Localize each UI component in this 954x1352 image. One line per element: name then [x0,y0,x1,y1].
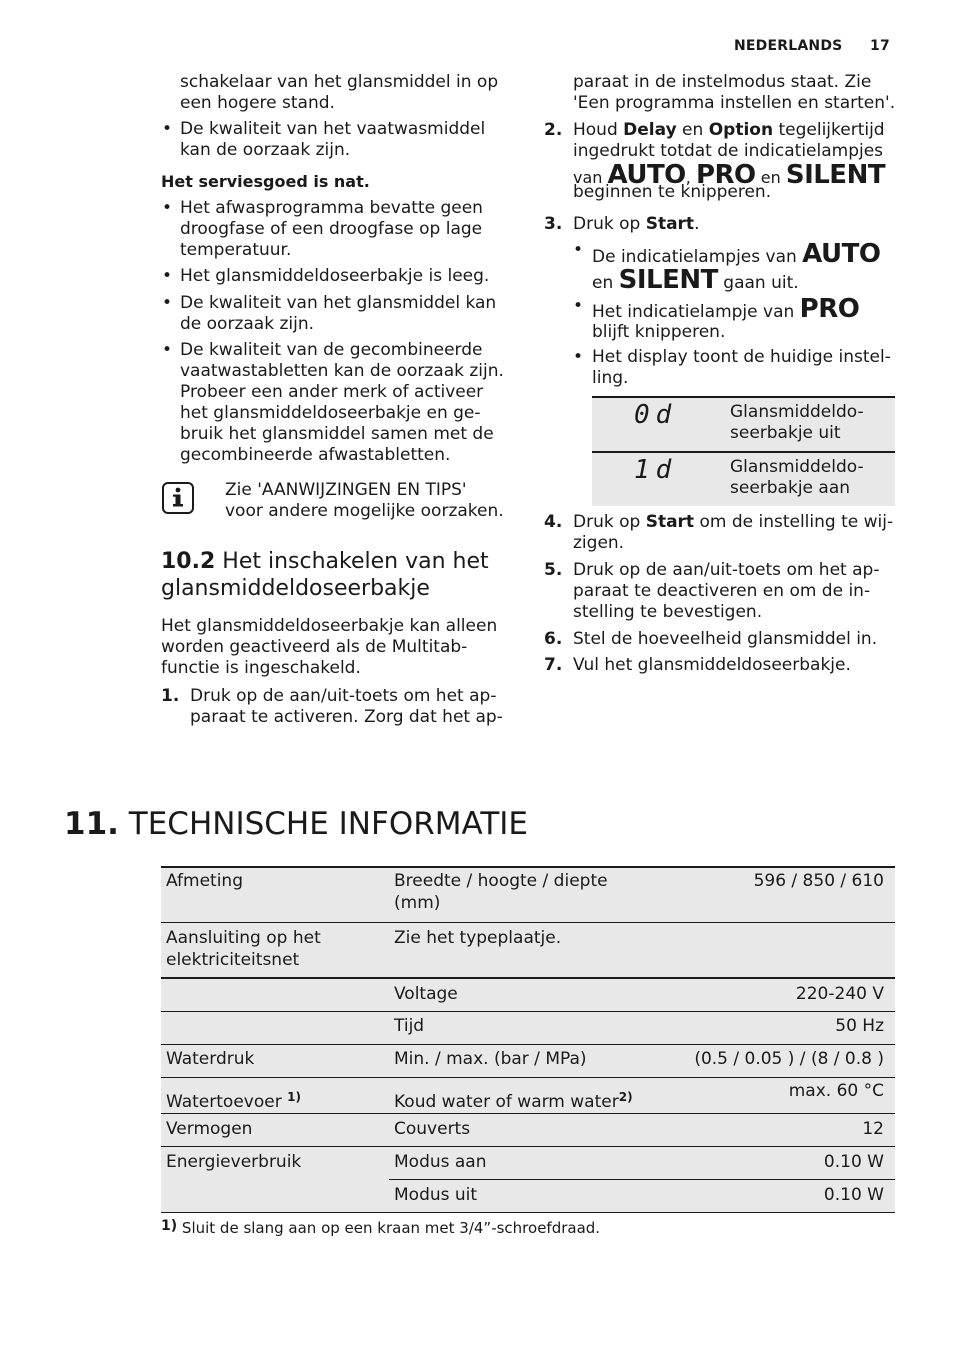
info-glyph-icon [170,487,186,509]
text-line: ingedrukt totdat de indicatielampjes [573,141,884,161]
silent-indicator-icon: SILENT [618,265,718,295]
text-line: schakelaar van het glansmiddel in op [180,72,499,92]
bullet-dot: • [162,198,173,218]
wet-bullet-1 [180,198,483,261]
row-parameter: Modus uit [394,1185,478,1205]
display-row-on [592,453,895,506]
step-5-text [573,560,879,623]
table-row [161,1179,895,1212]
display-code: 1d [634,455,678,485]
text-line: seerbakje aan [730,478,851,498]
step-1-continuation [573,72,895,114]
text-line: een hogere stand. [180,93,335,113]
pro-indicator-icon: PRO [695,160,756,190]
bullet-dot: • [573,240,584,260]
text-line: Het glansmiddeldoseerbakje is leeg. [180,266,490,286]
step-3-text [573,214,699,235]
table-row [161,977,895,1012]
text-line: Aansluiting op het [166,928,321,948]
text-line: beginnen te knipperen. [573,182,772,202]
row-parameter [394,1086,633,1113]
info-icon [162,482,194,514]
text-line: Glansmiddeldo- [730,457,864,477]
text-line: Druk op de aan/uit-toets om het ap- [573,560,880,580]
delay-key-label: Delay [623,120,677,140]
bullet-dot: • [162,293,173,313]
step-4-text [573,512,893,554]
display-code: 0d [634,400,678,430]
step-5-number: 5. [544,560,563,580]
row-label: Energieverbruik [166,1152,302,1172]
step-1-number: 1. [161,686,180,706]
text-line: seerbakje uit [730,423,841,443]
text-line: (mm) [394,893,441,913]
start-key-label: Start [645,214,695,234]
table-row [161,1113,895,1147]
section-title-line1: Het inschakelen van het [222,549,489,574]
section-heading [161,548,489,602]
bullet-dot: • [162,340,173,360]
bullet-quality-detergent [180,119,485,161]
table-row [161,868,895,922]
step-7-text: Vul het glansmiddeldoseerbakje. [573,655,851,675]
row-value: max. 60 °C [788,1081,884,1101]
step-2-number: 2. [544,120,563,140]
step-1-text [190,686,503,728]
table-row [161,1077,895,1114]
row-parameter: Min. / max. (bar / MPa) [394,1049,587,1069]
silent-indicator-icon: SILENT [785,160,886,190]
text-run: Druk op [573,214,646,234]
text-line: droogfase of een droogfase op lage [180,219,483,239]
step-6-text: Stel de hoeveelheid glansmiddel in. [573,629,878,649]
text-line: stelling te bevestigen. [573,602,763,622]
bullet-dot: • [162,119,173,139]
text-line: De kwaliteit van de gecombineerde [180,340,483,360]
row-divider [389,1179,895,1180]
row-label: Afmeting [166,871,243,891]
text-line: ling. [592,368,629,388]
text-run: gaan uit. [723,273,799,293]
subheading-wet: Het serviesgoed is nat. [161,172,370,191]
text-line: voor andere mogelijke oorzaken. [225,501,504,521]
text-run: Watertoevoer [166,1092,282,1112]
row-parameter: Zie het typeplaatje. [394,928,562,948]
row-value: 0.10 W [823,1185,884,1205]
text-run: tegelijkertijd [773,120,885,140]
footnote-text: Sluit de slang aan op een kraan met 3/4”-schroefdraad. [181,1219,601,1237]
sub-bullet-1 [592,239,895,295]
row-label [166,1086,301,1113]
sub-bullet-3 [592,347,891,389]
text-line: het glansmiddeldoseerbakje en ge- [180,403,481,423]
text-run: Houd [573,120,624,140]
text-line: Zie 'AANWIJZINGEN EN TIPS' [225,480,467,500]
intro-continuation [180,72,498,114]
text-run: Koud water of warm water [394,1092,619,1112]
text-run: en [676,120,709,140]
text-line: vaatwastabletten kan de oorzaak zijn. [180,361,504,381]
row-value: 596 / 850 / 610 [753,871,884,891]
text-line: zigen. [573,533,625,553]
bullet-dot: • [573,347,584,367]
step-7-number: 7. [544,655,563,675]
text-line: De kwaliteit van het glansmiddel kan [180,293,497,313]
step-6-number: 6. [544,629,563,649]
page-number: 17 [870,38,890,54]
display-description [730,402,864,444]
text-line: worden geactiveerd als de Multitab- [161,637,468,657]
text-line: De kwaliteit van het vaatwasmiddel [180,119,486,139]
section-intro [161,616,497,679]
pro-indicator-icon: PRO [799,294,860,324]
row-value: 12 [862,1119,884,1139]
text-run: en [592,273,614,293]
text-run: en [760,168,781,187]
row-parameter: Couverts [394,1119,471,1139]
section-title-line2: glansmiddeldoseerbakje [161,576,430,601]
table-row [161,1044,895,1078]
text-line: Druk op de aan/uit-toets om het ap- [190,686,497,706]
sub-bullet-2 [592,296,859,343]
table-row [161,1146,895,1180]
chapter-title-text: TECHNISCHE INFORMATIE [128,806,528,842]
step-4-number: 4. [544,512,563,532]
row-value: 0.10 W [823,1152,884,1172]
text-run: van [573,168,603,187]
text-run: , [685,168,691,187]
row-value: 220-240 V [795,984,884,1004]
bullet-dot: • [573,296,584,316]
text-line: Het afwasprogramma bevatte geen [180,198,483,218]
text-line: functie is ingeschakeld. [161,658,361,678]
text-line: blijft knipperen. [592,322,726,342]
footnote-ref: 1) [287,1090,301,1104]
tech-table-bottom-rule [161,1212,895,1213]
bullet-dot: • [162,266,173,286]
text-line: kan de oorzaak zijn. [180,140,351,160]
auto-indicator-icon: AUTO [802,239,881,269]
text-run: om de instelling te wij- [694,512,894,532]
display-row-off [592,398,895,451]
row-label: Vermogen [166,1119,253,1139]
step-3-number: 3. [544,214,563,234]
text-line: Het display toont de huidige instel- [592,347,891,367]
auto-indicator-icon: AUTO [607,160,686,190]
footnote-ref: 2) [618,1090,633,1104]
text-run: . [694,214,700,234]
info-note [225,480,504,522]
row-label [166,927,321,971]
text-run: Druk op [573,512,646,532]
start-key-label: Start [645,512,695,532]
footnote-mark: 1) [161,1218,178,1234]
wet-bullet-4 [180,340,504,466]
text-line: temperatuur. [180,240,292,260]
row-value: (0.5 / 0.05 ) / (8 / 0.8 ) [694,1049,884,1069]
text-line: Probeer een ander merk of activeer [180,382,484,402]
row-label: Waterdruk [166,1049,255,1069]
wet-bullet-3 [180,293,496,335]
text-line: elektriciteitsnet [166,950,300,970]
table-row [161,922,895,978]
row-parameter: Voltage [394,984,458,1004]
text-line: paraat te deactiveren en om de in- [573,581,871,601]
section-number: 10.2 [161,549,216,574]
text-line: de oorzaak zijn. [180,314,314,334]
header-language: NEDERLANDS [734,38,843,54]
text-line: Glansmiddeldo- [730,402,864,422]
text-line: paraat in de instelmodus staat. Zie [573,72,872,92]
text-line: Het glansmiddeldoseerbakje kan alleen [161,616,498,636]
row-parameter [394,870,608,914]
text-line: bruik het glansmiddel samen met de [180,424,494,444]
chapter-title [64,806,528,842]
text-run: Het indicatielampje van [592,302,795,322]
row-parameter: Modus aan [394,1152,487,1172]
text-run: De indicatielampjes van [592,247,797,267]
wet-bullet-2 [180,266,489,287]
text-line: 'Een programma instellen en starten'. [573,93,896,113]
text-line: Breedte / hoogte / diepte [394,871,608,891]
row-value: 50 Hz [835,1016,884,1036]
display-description [730,457,864,499]
option-key-label: Option [708,120,774,140]
table-row [161,1011,895,1045]
step-2-text [573,120,895,203]
row-parameter: Tijd [394,1016,425,1036]
chapter-number: 11. [64,806,119,842]
text-line: gecombineerde afwastabletten. [180,445,451,465]
footnote [161,1218,600,1237]
text-line: paraat te activeren. Zorg dat het ap- [190,707,503,727]
